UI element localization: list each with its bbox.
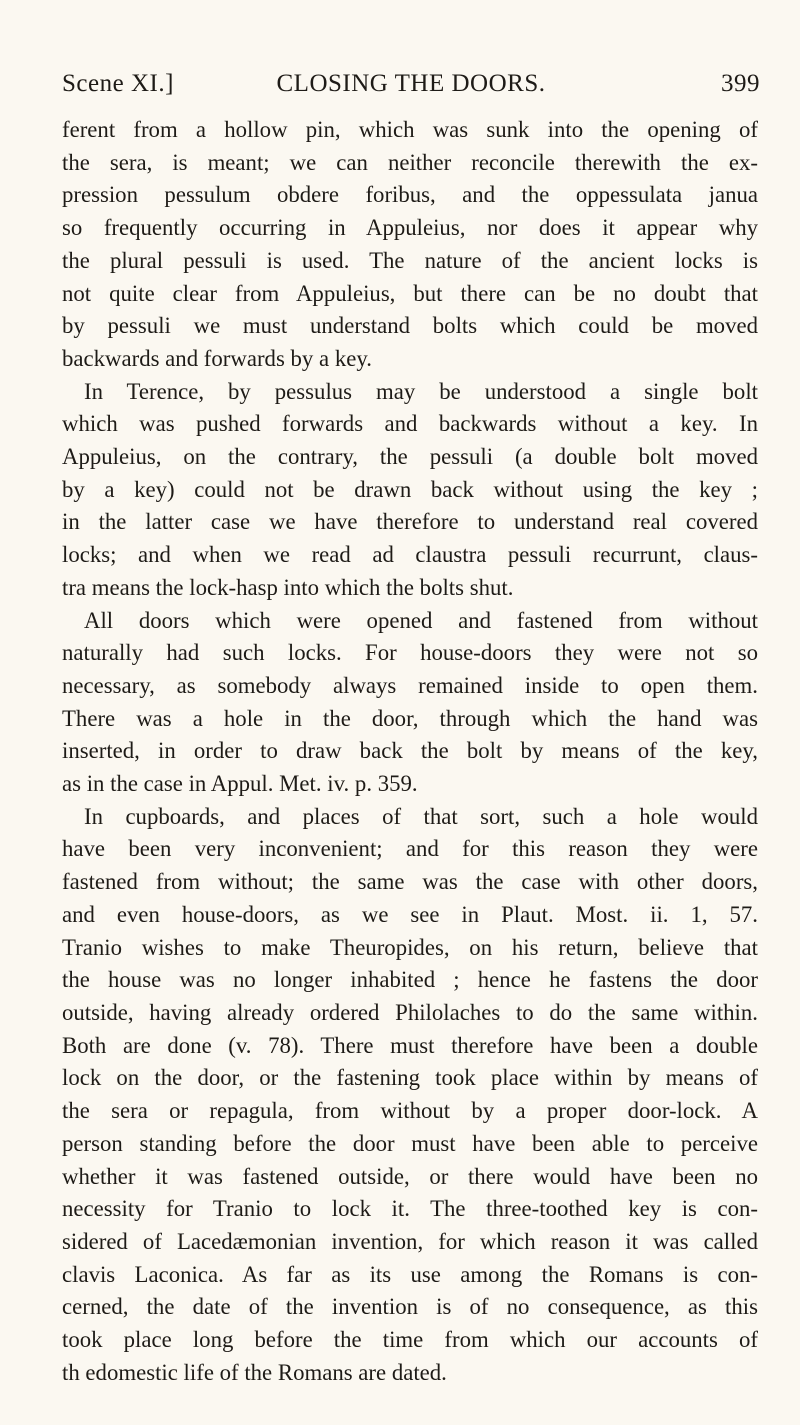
text-line: All doors which were opened and fastened from without	[84, 607, 758, 633]
text-line: and even house-doors, as we see in Plaut. Most. ii. 1, 57.	[62, 901, 758, 927]
text-line: fastened from without; the same was the case with other doors,	[62, 869, 758, 895]
text-line: There was a hole in the door, through which the hand was	[62, 705, 758, 731]
text-line: the house was no longer inhabited ; hence he fastens the door	[62, 967, 758, 993]
text-line: in the latter case we have therefore to understand real covered	[62, 509, 758, 535]
body-text	[62, 114, 758, 1389]
text-line: Appuleius, on the contrary, the pessuli (a double bolt moved	[62, 444, 758, 470]
text-line: necessity for Tranio to lock it. The three-toothed key is con-	[62, 1196, 758, 1222]
text-line: inserted, in order to draw back the bolt by means of the key,	[62, 738, 758, 764]
text-line: Both are done (v. 78). There must therefore have been a double	[62, 1032, 758, 1058]
text-line: necessary, as somebody always remained inside to open them.	[62, 672, 758, 698]
text-line: the plural pessuli is used. The nature of the ancient locks is	[62, 247, 758, 273]
scene-label: Scene XI.]	[62, 70, 174, 97]
text-line: naturally had such locks. For house-doors they were not so	[62, 640, 758, 666]
text-line: by a key) could not be drawn back without using the key ;	[62, 476, 758, 502]
text-line: as in the case in Appul. Met. iv. p. 359.	[62, 771, 418, 797]
text-line: have been very inconvenient; and for this reason they were	[62, 836, 758, 862]
text-line: locks; and when we read ad claustra pessuli recurrunt, claus-	[62, 542, 758, 568]
text-line: clavis Laconica. As far as its use among the Romans is con-	[62, 1261, 758, 1287]
text-line: which was pushed forwards and backwards without a key. In	[62, 411, 758, 437]
text-line: the sera or repagula, from without by a proper door-lock. A	[62, 1098, 758, 1124]
text-line: tra means the lock-hasp into which the bolts shut.	[62, 574, 514, 600]
text-line: took place long before the time from which our accounts of	[62, 1327, 758, 1353]
text-line: outside, having already ordered Philolaches to do the same within.	[62, 999, 758, 1025]
running-header	[62, 70, 760, 104]
text-line: the sera, is meant; we can neither reconcile therewith the ex-	[62, 149, 758, 175]
text-line: whether it was fastened outside, or there would have been no	[62, 1163, 758, 1189]
text-line: In Terence, by pessulus may be understood a single bolt	[84, 378, 758, 404]
page-number: 399	[721, 70, 760, 97]
text-line: backwards and forwards by a key.	[62, 345, 372, 371]
text-line: Tranio wishes to make Theuropides, on his return, believe that	[62, 934, 758, 960]
text-line: not quite clear from Appuleius, but there can be no doubt that	[62, 280, 758, 306]
text-line: sidered of Lacedæmonian invention, for which reason it was called	[62, 1228, 758, 1254]
chapter-title: CLOSING THE DOORS.	[276, 70, 546, 97]
text-line: th edomestic life of the Romans are dated.	[62, 1359, 447, 1385]
text-line: pression pessulum obdere foribus, and the oppessulata janua	[62, 182, 758, 208]
text-line: In cupboards, and places of that sort, such a hole would	[84, 803, 758, 829]
text-line: by pessuli we must understand bolts which could be moved	[62, 313, 758, 339]
text-line: cerned, the date of the invention is of no consequence, as this	[62, 1294, 758, 1320]
text-line: so frequently occurring in Appuleius, nor does it appear why	[62, 215, 758, 241]
text-line: person standing before the door must have been able to perceive	[62, 1130, 758, 1156]
text-line: ferent from a hollow pin, which was sunk into the opening of	[62, 117, 758, 142]
text-line: lock on the door, or the fastening took place within by means of	[62, 1065, 758, 1091]
